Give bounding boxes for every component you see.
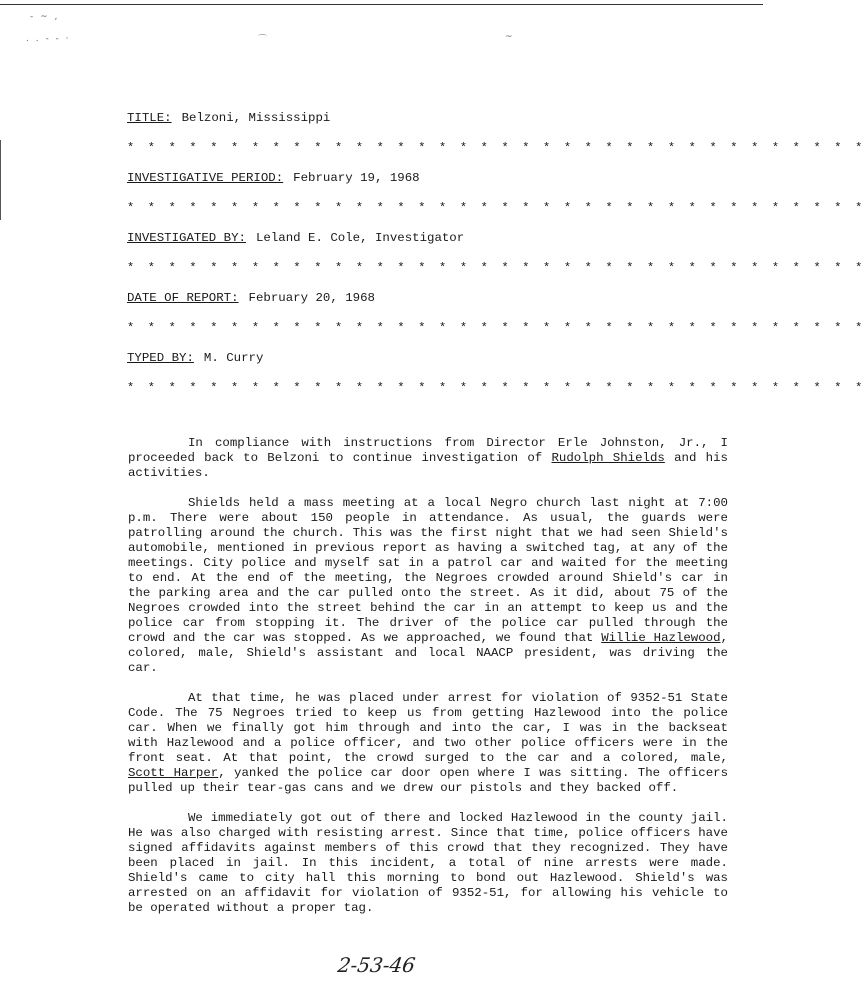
scan-smudge-mark: ⌒ bbox=[258, 35, 270, 45]
left-margin-mark bbox=[0, 140, 1, 220]
period-field bbox=[127, 169, 687, 199]
report-header bbox=[127, 109, 865, 409]
title-field bbox=[127, 109, 687, 139]
star-separator: * * * * * * * * * * * * * * * * * * * * * * * * * * * * * * * * * * * * bbox=[127, 381, 865, 395]
date-field bbox=[127, 289, 687, 319]
title-label: TITLE: bbox=[127, 111, 172, 125]
star-separator: * * * * * * * * * * * * * * * * * * * * * * * * * * * * * * * * * * * * bbox=[127, 261, 865, 275]
top-border-line bbox=[0, 4, 763, 5]
scan-smudge-mark: - ~ , bbox=[30, 12, 60, 22]
investigated-label: INVESTIGATED BY: bbox=[127, 231, 246, 245]
scan-smudge-mark: . . - - · bbox=[26, 34, 71, 44]
paragraph-3 bbox=[128, 691, 728, 796]
underlined-name: Scott Harper bbox=[128, 766, 219, 780]
date-value: February 20, 1968 bbox=[248, 291, 375, 305]
paragraph-4: We immediately got out of there and locked Hazlewood in the county jail. He was also charged with resisting arrest. Since that time, police officers have signed affidavits against members of this crowd that they recognized. They have been placed in jail. In this incident, a total of nine arrests were made. Shield's came to city hall this morning to bond out Hazlewood. Shield's was arrested on an affidavit for violation of 9352-51, for allowing his vehicle to be operated without a proper tag. bbox=[128, 811, 728, 915]
underlined-name: Willie Hazlewood bbox=[601, 631, 721, 645]
date-label: DATE OF REPORT: bbox=[127, 291, 239, 305]
report-body bbox=[128, 436, 728, 931]
handwritten-page-number: 2-53-46 bbox=[336, 953, 417, 977]
paragraph-text: , colored, male, Shield's assistant and local NAACP president, was driving the car. bbox=[128, 631, 728, 675]
paragraph-text: Shields held a mass meeting at a local Negro church last night at 7:00 p.m. There were about 150 people in attendance. As usual, the guards were patrolling around the church. This was the first night that we had seen Shield's automobile, mentioned in previous report as having a switched tag, at any of the meetings. City police and myself sat in a patrol car and waited for the meeting to end. At the end of the meeting, the Negroes crowded around Shield's car in the parking area and the car pulled onto the street. As it did, about 75 of the Negroes crowded into the street behind the car in an attempt to keep us and the police car from stopping it. The driver of the police car pulled through the crowd and the car was stopped. As we approached, we found that bbox=[128, 496, 728, 645]
paragraph-text: , yanked the police car door open where I was sitting. The officers pulled up their tear-gas cans and we drew our pistols and they backed off. bbox=[128, 766, 728, 795]
typed-label: TYPED BY: bbox=[127, 351, 194, 365]
star-separator: * * * * * * * * * * * * * * * * * * * * * * * * * * * * * * * * * * * * bbox=[127, 321, 865, 335]
paragraph-1 bbox=[128, 436, 728, 481]
period-label: INVESTIGATIVE PERIOD: bbox=[127, 171, 284, 185]
star-separator: * * * * * * * * * * * * * * * * * * * * * * * * * * * * * * * * * * * * bbox=[127, 201, 865, 215]
period-value: February 19, 1968 bbox=[293, 171, 420, 185]
typed-field bbox=[127, 349, 687, 379]
paragraph-text: and his activities. bbox=[128, 451, 728, 480]
paragraph-text: At that time, he was placed under arrest for violation of 9352-51 State Code. The 75 Negroes tried to keep us from getting Hazlewood into the police car. When we finally got him through and into the car, I was in the backseat with Hazlewood and a police officer, and two other police officers were in the front seat. At that point, the crowd surged to the car and a colored, male, bbox=[128, 691, 728, 765]
typed-value: M. Curry bbox=[203, 351, 264, 365]
underlined-name: Rudolph Shields bbox=[551, 451, 665, 465]
investigated-value: Leland E. Cole, Investigator bbox=[255, 231, 465, 245]
star-separator: * * * * * * * * * * * * * * * * * * * * * * * * * * * * * * * * * * * * bbox=[127, 141, 865, 155]
scan-smudge-mark: ~ bbox=[505, 32, 515, 42]
paragraph-2 bbox=[128, 496, 728, 676]
title-value: Belzoni, Mississippi bbox=[181, 111, 331, 125]
paragraph-text: In compliance with instructions from Director Erle Johnston, Jr., I proceeded back to Belzoni to continue investigation of bbox=[128, 436, 728, 465]
investigated-field bbox=[127, 229, 687, 259]
